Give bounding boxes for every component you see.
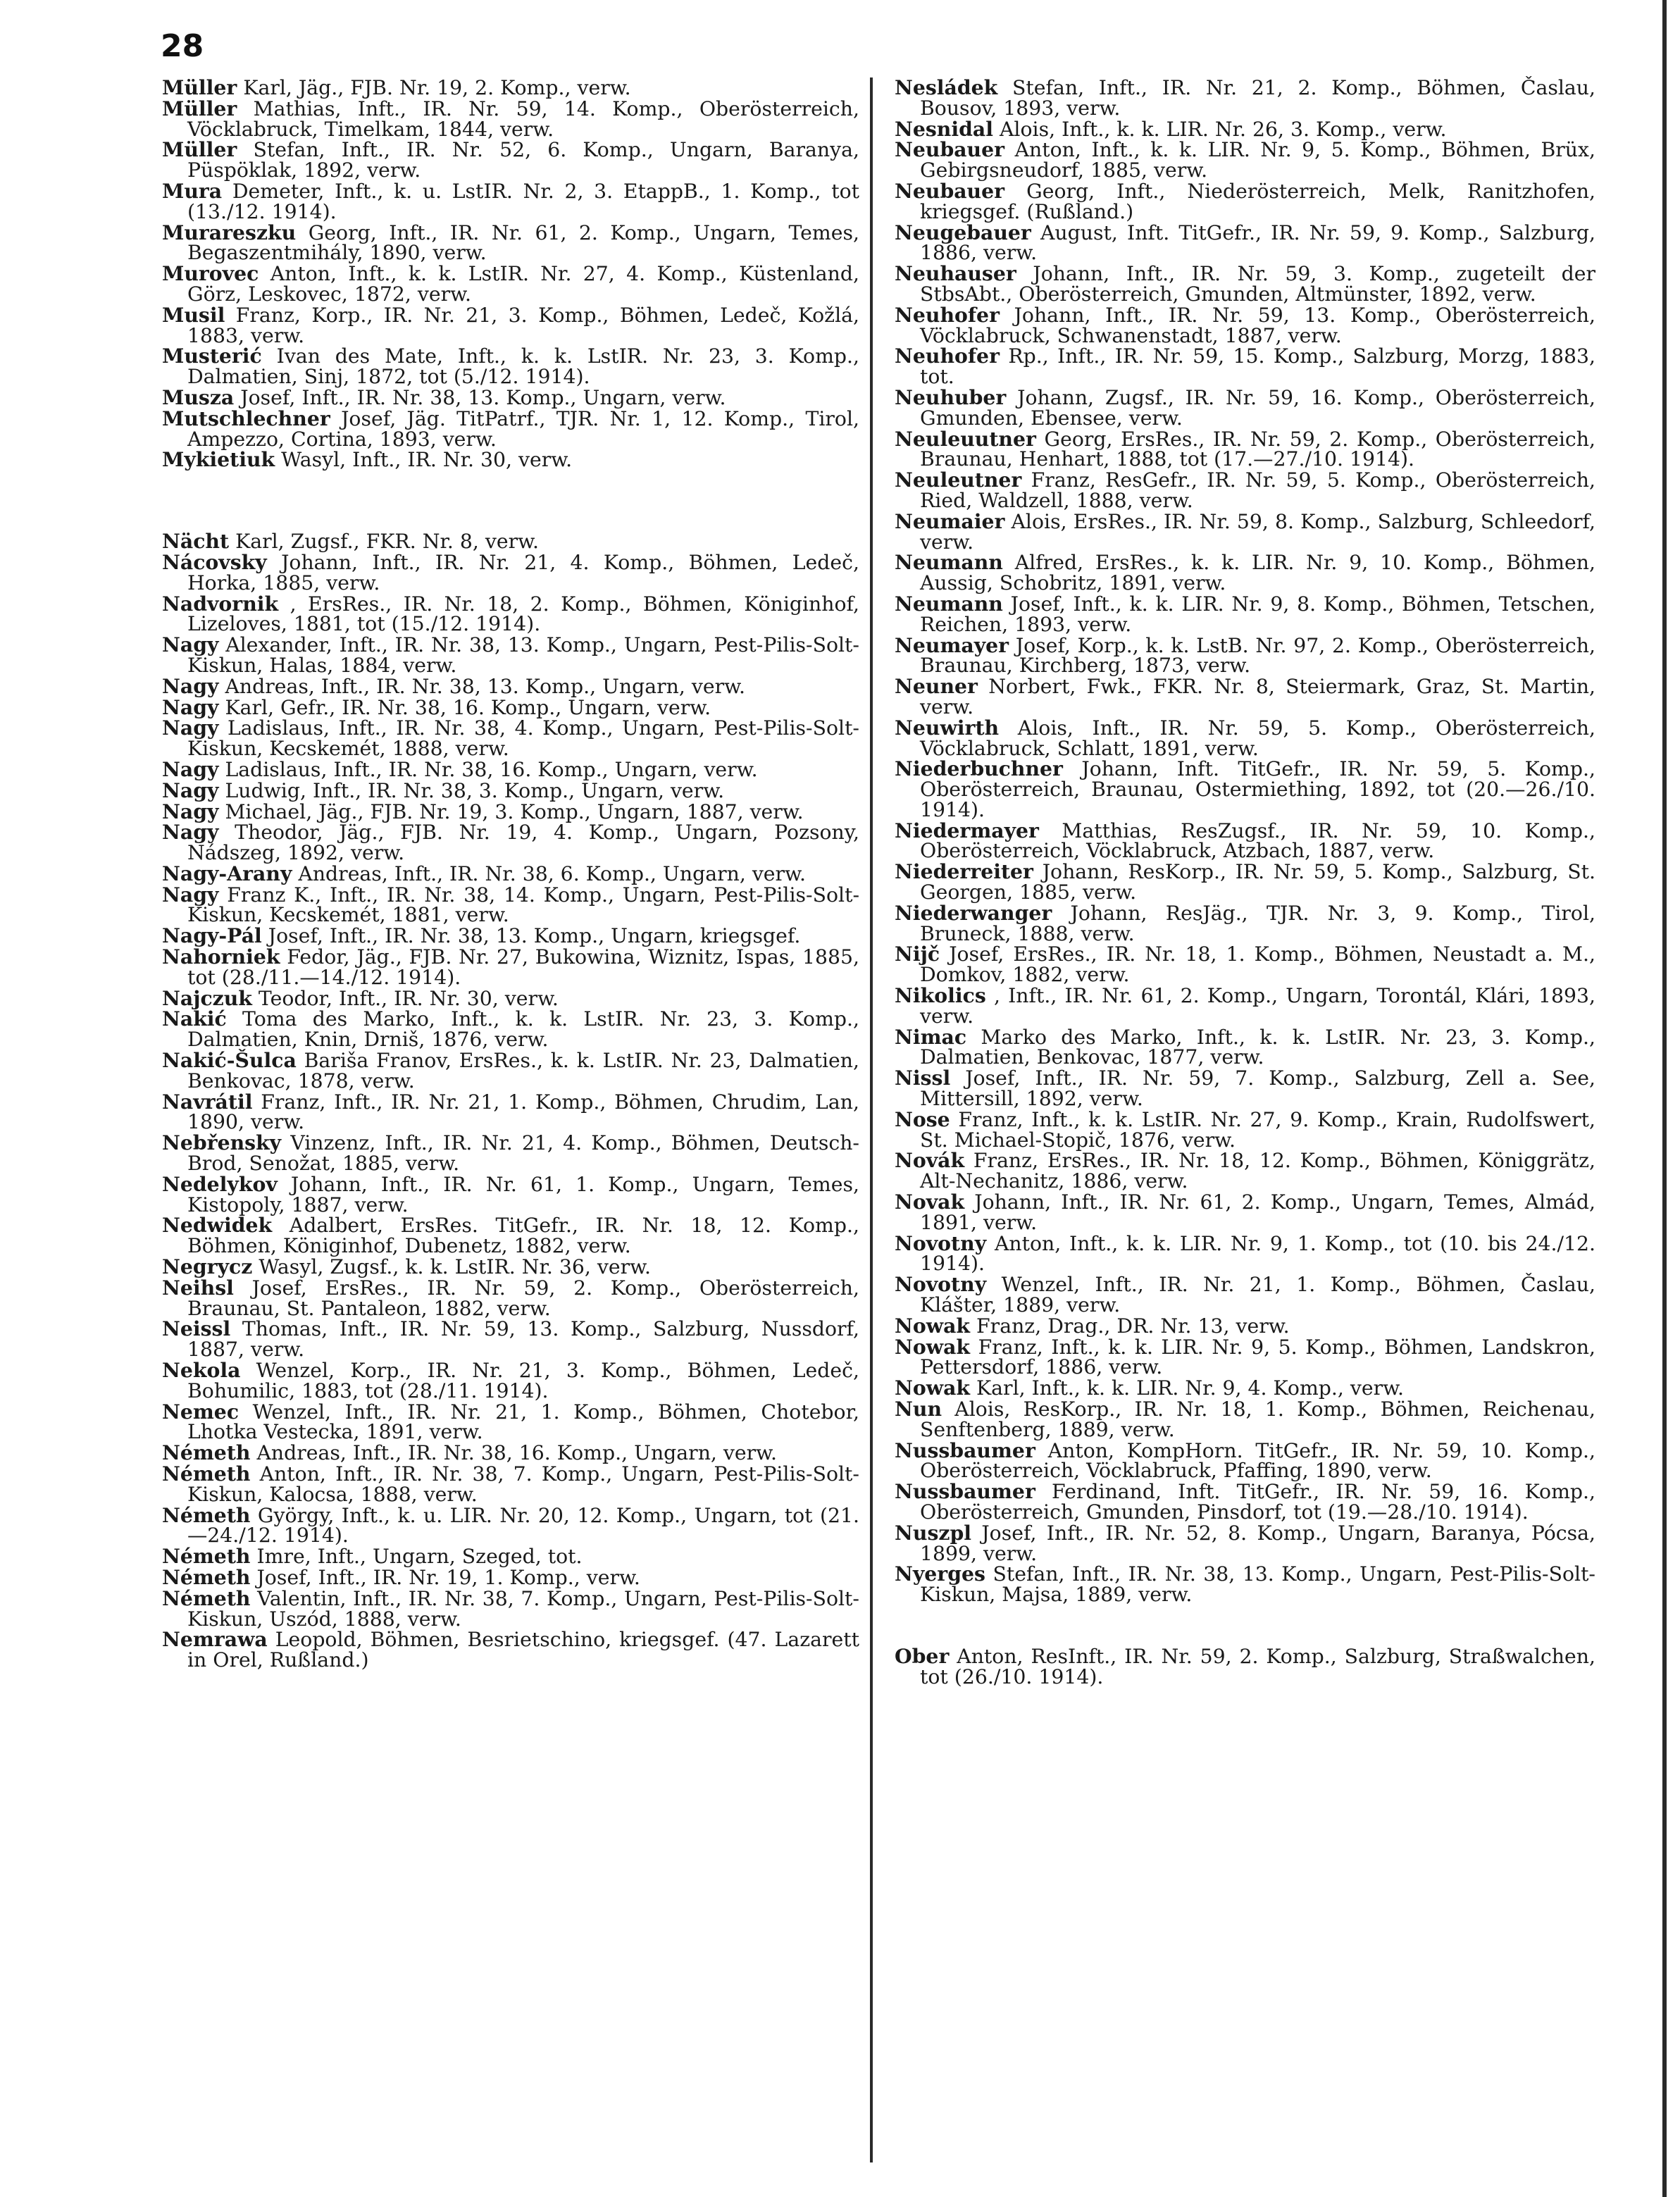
entry-details: August, Inft. TitGefr., IR. Nr. 59, 9. Komp., Salzburg, 1886, verw. — [920, 220, 1595, 265]
entry-details: Ladislaus, Inft., IR. Nr. 38, 4. Komp., Ungarn, Pest-Pilis-Solt-Kiskun, Kecskemét, 1888, verw. — [187, 716, 859, 761]
entry-surname: Nagy — [162, 799, 219, 823]
entry-details: Karl, Gefr., IR. Nr. 38, 16. Komp., Ungarn, verw. — [225, 695, 711, 719]
entry-details: Johann, ResJäg., TJR. Nr. 3, 9. Komp., Tirol, Bruneck, 1888, verw. — [920, 901, 1595, 945]
register-entry — [895, 470, 1595, 511]
entry-details: Wasyl, Inft., IR. Nr. 30, verw. — [281, 448, 573, 472]
register-entry — [895, 1564, 1595, 1605]
entry-surname: Najczuk — [162, 985, 252, 1010]
entry-details: Alois, ResKorp., IR. Nr. 18, 1. Komp., Böhmen, Reichenau, Senftenberg, 1889, verw. — [920, 1398, 1595, 1441]
register-entry — [162, 139, 859, 181]
register-entry — [162, 1009, 859, 1050]
entry-surname: Neumann — [895, 591, 1003, 616]
register-entry — [162, 387, 859, 409]
entry-surname: Niederreiter — [895, 859, 1033, 884]
entry-details: Toma des Marko, Inft., k. k. LstIR. Nr. 23, 3. Komp., Dalmatien, Knin, Drniš, 1876, verw. — [187, 1007, 860, 1052]
entry-surname: Neuhofer — [895, 302, 1000, 327]
entry-details: Anton, ResInft., IR. Nr. 59, 2. Komp., Salzburg, Straßwalchen, tot (26./10. 1914). — [920, 1644, 1595, 1688]
register-entry — [162, 302, 859, 347]
register-entry — [895, 1313, 1595, 1338]
register-entry — [895, 1378, 1595, 1399]
entry-details: Johann, Inft., IR. Nr. 21, 4. Komp., Böhmen, Ledeč, Horka, 1885, verw. — [187, 550, 859, 595]
register-entry — [895, 1024, 1595, 1069]
entry-details: Valentin, Inft., IR. Nr. 38, 7. Komp., Ungarn, Pest-Pilis-Solt-Kiskun, Uszód, 1888, verw. — [187, 1586, 859, 1631]
entry-surname: Novak — [895, 1190, 965, 1214]
entry-surname: Neuhauser — [895, 261, 1016, 286]
register-entry — [895, 178, 1595, 223]
entry-surname: Neuleutner — [895, 468, 1022, 492]
entry-details: Alexander, Inft., IR. Nr. 38, 13. Komp., Ungarn, Pest-Pilis-Solt-Kiskun, Halas, 1884, verw. — [187, 633, 859, 677]
entry-surname: Nebřensky — [162, 1131, 282, 1155]
entry-details: Vinzenz, Inft., IR. Nr. 21, 4. Komp., Böhmen, Deutsch-Brod, Senožat, 1885, verw. — [187, 1131, 859, 1176]
section-gap — [162, 471, 859, 531]
entry-details: Johann, Inft., IR. Nr. 59, 13. Komp., Oberösterreich, Vöcklabruck, Schwanenstadt, 1887, verw. — [920, 303, 1595, 347]
entry-surname: Novák — [895, 1148, 965, 1173]
register-entry — [895, 1520, 1595, 1565]
page-number: 28 — [161, 28, 204, 64]
entry-details: Rp., Inft., IR. Nr. 59, 15. Komp., Salzburg, Morzg, 1883, tot. — [920, 344, 1596, 389]
entry-details: Josef, Inft., k. k. LIR. Nr. 9, 8. Komp., Böhmen, Tetschen, Reichen, 1893, verw. — [920, 592, 1595, 636]
register-entry — [162, 1319, 859, 1360]
register-entry — [162, 1502, 859, 1548]
entry-surname: Niedermayer — [895, 818, 1039, 842]
entry-surname: Németh — [162, 1462, 251, 1486]
register-entry — [895, 861, 1595, 903]
entry-surname: Musterić — [162, 344, 262, 368]
entry-surname: Németh — [162, 1564, 251, 1589]
entry-details: Wasyl, Zugsf., k. k. LstIR. Nr. 36, verw. — [259, 1255, 652, 1279]
register-entry — [162, 1050, 859, 1092]
register-entry — [895, 552, 1595, 594]
entry-surname: Navrátil — [162, 1089, 253, 1114]
register-entry — [162, 220, 859, 265]
register-entry — [162, 1275, 860, 1320]
entry-surname: Nowak — [895, 1334, 971, 1359]
entry-details: , ErsRes., IR. Nr. 18, 2. Komp., Böhmen, Königinhof, Lizeloves, 1881, tot (15./12. 1914). — [187, 592, 859, 636]
entry-surname: Musza — [162, 385, 235, 409]
entry-surname: Nemrawa — [162, 1627, 268, 1652]
entry-details: Josef, Inft., IR. Nr. 52, 8. Komp., Ungarn, Baranya, Pócsa, 1899, verw. — [920, 1521, 1595, 1565]
entry-details: Wenzel, Inft., IR. Nr. 21, 1. Komp., Böhmen, Časlau, Klášter, 1889, verw. — [920, 1273, 1595, 1317]
entry-details: Josef, ErsRes., IR. Nr. 18, 1. Komp., Böhmen, Neustadt a. M., Domkov, 1882, verw. — [920, 942, 1596, 987]
register-entry — [162, 822, 859, 864]
entry-surname: Nuszpl — [895, 1520, 971, 1545]
entry-details: Karl, Inft., k. k. LIR. Nr. 9, 4. Komp., verw. — [976, 1376, 1405, 1400]
entry-details: Theodor, Jäg., FJB. Nr. 19, 4. Komp., Ungarn, Pozsony, Nádszeg, 1892, verw. — [187, 821, 859, 865]
entry-details: Josef, ErsRes., IR. Nr. 59, 2. Komp., Oberösterreich, Braunau, St. Pantaleon, 1882, verw. — [187, 1276, 860, 1320]
entry-details: Johann, Inft. TitGefr., IR. Nr. 59, 5. Komp., Oberösterreich, Braunau, Ostermiething, 1892, tot (20.—26./10. 1914). — [920, 757, 1595, 821]
entry-surname: Nissl — [895, 1066, 951, 1090]
entry-details: Alois, Inft., IR. Nr. 59, 5. Komp., Oberösterreich, Vöcklabruck, Schlatt, 1891, verw. — [920, 716, 1596, 760]
entry-details: Leopold, Böhmen, Besrietschino, kriegsgef. (47. Lazarett in Orel, Rußland.) — [187, 1628, 859, 1672]
register-entry — [895, 116, 1595, 141]
entry-surname: Müller — [162, 96, 237, 120]
page-edge-rule — [1662, 0, 1667, 2197]
entry-surname: Neihsl — [162, 1275, 234, 1300]
entry-details: Franz, Inft., k. k. LstIR. Nr. 27, 9. Komp., Krain, Rudolfswert, St. Michael-Stopič, 1876, verw. — [920, 1107, 1595, 1152]
register-entry — [162, 1464, 859, 1505]
register-entry — [162, 263, 859, 305]
register-entry — [162, 77, 859, 99]
entry-details: Thomas, Inft., IR. Nr. 59, 13. Komp., Salzburg, Nussdorf, 1887, verw. — [187, 1317, 860, 1362]
entry-details: Georg, Inft., IR. Nr. 61, 2. Komp., Ungarn, Temes, Begaszentmihály, 1890, verw. — [187, 220, 859, 265]
register-entry — [162, 1629, 859, 1671]
entry-details: Alfred, ErsRes., k. k. LIR. Nr. 9, 10. Komp., Böhmen, Aussig, Schobritz, 1891, verw. — [920, 551, 1595, 595]
entry-surname: Neumayer — [895, 633, 1009, 657]
entry-surname: Neuhuber — [895, 385, 1007, 409]
entry-details: Johann, Inft., IR. Nr. 61, 1. Komp., Ungarn, Temes, Kistopoly, 1887, verw. — [187, 1172, 860, 1216]
entry-surname: Nagy — [162, 778, 219, 802]
entry-details: Stefan, Inft., IR. Nr. 38, 13. Komp., Ungarn, Pest-Pilis-Solt-Kiskun, Majsa, 1889, verw. — [920, 1562, 1595, 1607]
entry-surname: Nekola — [162, 1358, 241, 1383]
entry-details: Karl, Zugsf., FKR. Nr. 8, verw. — [235, 530, 539, 554]
entry-surname: Nadvornik — [162, 591, 279, 616]
entry-surname: Németh — [162, 1440, 251, 1465]
entry-surname: Neugebauer — [895, 220, 1031, 244]
entry-surname: Nedwidek — [162, 1213, 273, 1238]
register-entry — [895, 302, 1595, 347]
entry-details: Franz, Inft., IR. Nr. 21, 1. Komp., Böhmen, Chrudim, Lan, 1890, verw. — [187, 1090, 859, 1134]
entry-details: Andreas, Inft., IR. Nr. 38, 6. Komp., Ungarn, verw. — [298, 861, 806, 885]
entry-details: Josef, Inft., IR. Nr. 59, 7. Komp., Salzburg, Zell a. See, Mittersill, 1892, verw. — [920, 1066, 1595, 1111]
entry-surname: Neumann — [895, 550, 1003, 575]
register-entry — [162, 1171, 860, 1216]
entry-details: Alois, ErsRes., IR. Nr. 59, 8. Komp., Salzburg, Schleedorf, verw. — [920, 509, 1595, 554]
right-column — [895, 77, 1595, 1688]
entry-details: Bariša Franov, ErsRes., k. k. LstIR. Nr. 23, Dalmatien, Benkovac, 1878, verw. — [187, 1049, 859, 1093]
entry-details: Stefan, Inft., IR. Nr. 21, 2. Komp., Böhmen, Časlau, Bousov, 1893, verw. — [920, 76, 1596, 120]
register-entry — [162, 1257, 859, 1278]
register-entry — [895, 1643, 1595, 1688]
entry-surname: Nagy — [162, 757, 219, 781]
entry-details: Wenzel, Korp., IR. Nr. 21, 3. Komp., Böhmen, Ledeč, Bohumilic, 1883, tot (28./11. 1914). — [187, 1359, 859, 1402]
entry-details: Anton, Inft., k. k. LIR. Nr. 9, 5. Komp., Böhmen, Brüx, Gebirgsneudorf, 1885, verw. — [920, 138, 1595, 182]
entry-details: Ludwig, Inft., IR. Nr. 38, 3. Komp., Ungarn, verw. — [225, 778, 725, 802]
register-entry — [162, 346, 859, 387]
register-entry — [162, 1588, 859, 1630]
entry-details: Fedor, Jäg., FJB. Nr. 27, Bukowina, Wiznitz, Ispas, 1885, tot (28./11.—14./12. 1914). — [187, 945, 859, 989]
entry-details: Ferdinand, Inft. TitGefr., IR. Nr. 59, 16. Komp., Oberösterreich, Gmunden, Pinsdorf, tot (19.—28./10. 1914). — [920, 1480, 1596, 1524]
entry-details: Anton, Inft., k. k. LIR. Nr. 9, 1. Komp., tot (10. bis 24./12. 1914). — [920, 1231, 1596, 1276]
register-entry — [162, 882, 859, 927]
entry-surname: Neubauer — [895, 137, 1005, 162]
register-entry — [162, 799, 859, 823]
register-entry — [895, 1233, 1595, 1275]
entry-surname: Neubauer — [895, 178, 1005, 203]
entry-details: Franz, Inft., k. k. LIR. Nr. 9, 5. Komp., Böhmen, Landskron, Pettersdorf, 1886, verw. — [920, 1335, 1595, 1379]
register-entry — [162, 923, 859, 948]
entry-surname: Nimac — [895, 1024, 967, 1049]
register-entry — [895, 900, 1595, 945]
register-entry — [162, 1546, 859, 1567]
entry-surname: Neuner — [895, 674, 978, 699]
register-entry — [162, 1133, 859, 1174]
entry-surname: Niederbuchner — [895, 757, 1063, 781]
entry-surname: Nijč — [895, 942, 940, 966]
entry-details: Franz, Drag., DR. Nr. 13, verw. — [976, 1314, 1290, 1338]
register-entry — [895, 1109, 1595, 1151]
entry-surname: Nagy — [162, 633, 219, 657]
entry-details: Wenzel, Inft., IR. Nr. 21, 1. Komp., Böhmen, Chotebor, Lhotka Vestecka, 1891, verw. — [187, 1400, 859, 1444]
register-entry — [895, 426, 1595, 471]
entry-details: Imre, Inft., Ungarn, Szeged, tot. — [256, 1545, 583, 1569]
entry-surname: Nyerges — [895, 1562, 985, 1586]
entry-surname: Nagy — [162, 820, 219, 845]
register-entry — [162, 531, 859, 552]
section-gap — [895, 1605, 1595, 1646]
entry-details: Anton, Inft., IR. Nr. 38, 7. Komp., Ungarn, Pest-Pilis-Solt-Kiskun, Kalocsa, 1888, verw. — [187, 1462, 859, 1506]
entry-surname: Nagy-Arany — [162, 861, 292, 885]
register-entry — [162, 1440, 859, 1465]
entry-surname: Nakić — [162, 1007, 227, 1031]
entry-surname: Ober — [895, 1643, 950, 1668]
entry-details: Franz K., Inft., IR. Nr. 38, 14. Komp., Ungarn, Pest-Pilis-Solt-Kiskun, Kecskemét, 1881, verw. — [187, 883, 859, 927]
register-entry — [162, 1564, 859, 1589]
entry-details: Josef, Jäg. TitPatrf., TJR. Nr. 1, 12. Komp., Tirol, Ampezzo, Cortina, 1893, verw. — [187, 406, 859, 451]
entry-surname: Nagy — [162, 673, 219, 698]
register-entry — [162, 406, 859, 451]
entry-surname: Nesládek — [895, 75, 998, 99]
entry-surname: Nedelykov — [162, 1171, 278, 1196]
entry-surname: Nagy — [162, 695, 219, 719]
entry-details: György, Inft., k. u. LIR. Nr. 20, 12. Komp., Ungarn, tot (21.—24./12. 1914). — [187, 1503, 859, 1548]
entry-details: Johann, Zugsf., IR. Nr. 59, 16. Komp., Oberösterreich, Gmunden, Ebensee, verw. — [920, 385, 1595, 430]
entry-details: Johann, Inft., IR. Nr. 61, 2. Komp., Ungarn, Temes, Almád, 1891, verw. — [920, 1190, 1595, 1234]
register-entry — [895, 715, 1596, 760]
entry-details: Marko des Marko, Inft., k. k. LstIR. Nr. 23, 3. Komp., Dalmatien, Benkovac, 1877, verw. — [920, 1025, 1595, 1069]
entry-surname: Murareszku — [162, 220, 297, 244]
left-column — [162, 77, 859, 1671]
entry-surname: Nussbaumer — [895, 1438, 1035, 1462]
entry-surname: Németh — [162, 1544, 251, 1569]
register-entry — [162, 449, 859, 471]
entry-surname: Nun — [895, 1397, 942, 1421]
entry-details: Franz, ResGefr., IR. Nr. 59, 5. Komp., Oberösterreich, Ried, Waldzell, 1888, verw. — [920, 468, 1596, 512]
entry-details: Josef, Inft., IR. Nr. 38, 13. Komp., Ungarn, verw. — [240, 385, 726, 409]
entry-details: Franz, Korp., IR. Nr. 21, 3. Komp., Böhmen, Ledeč, Kožlá, 1883, verw. — [187, 303, 859, 347]
entry-surname: Nesnidal — [895, 116, 993, 141]
entry-surname: Nagy-Pál — [162, 923, 262, 948]
register-entry — [895, 77, 1595, 119]
entry-surname: Nowak — [895, 1376, 971, 1400]
entry-details: Georg, ErsRes., IR. Nr. 59, 2. Komp., Oberösterreich, Braunau, Henhart, 1888, tot (17.—27./10. 1914). — [920, 427, 1595, 471]
register-entry — [895, 591, 1595, 636]
entry-details: Andreas, Inft., IR. Nr. 38, 13. Komp., Ungarn, verw. — [225, 674, 745, 698]
register-entry — [895, 1274, 1595, 1316]
register-entry — [895, 1334, 1595, 1379]
entry-surname: Musil — [162, 302, 225, 327]
register-entry — [162, 947, 859, 988]
entry-details: Anton, KompHorn. TitGefr., IR. Nr. 59, 10. Komp., Oberösterreich, Vöcklabruck, Pfaffing, 1890, verw. — [920, 1438, 1595, 1483]
entry-surname: Nose — [895, 1107, 950, 1131]
register-entry — [895, 387, 1595, 429]
entry-details: Norbert, Fwk., FKR. Nr. 8, Steiermark, Graz, St. Martin, verw. — [920, 675, 1595, 718]
entry-details: Andreas, Inft., IR. Nr. 38, 16. Komp., Ungarn, verw. — [256, 1441, 778, 1465]
register-entry — [162, 1089, 859, 1134]
register-entry — [162, 780, 859, 802]
entry-details: Franz, ErsRes., IR. Nr. 18, 12. Komp., Böhmen, Königgrätz, Alt-Nechanitz, 1886, verw. — [920, 1149, 1595, 1193]
entry-surname: Nácovsky — [162, 549, 267, 574]
entry-surname: Nowak — [895, 1313, 971, 1338]
register-entry — [162, 697, 859, 718]
register-entry — [895, 263, 1595, 305]
entry-surname: Müller — [162, 137, 237, 162]
entry-surname: Mura — [162, 178, 223, 203]
entry-surname: Nagy — [162, 716, 219, 740]
register-entry — [162, 591, 859, 636]
entry-details: Stefan, Inft., IR. Nr. 52, 6. Komp., Ungarn, Baranya, Püspöklak, 1892, verw. — [187, 138, 860, 182]
register-entry — [895, 346, 1595, 387]
entry-details: Ladislaus, Inft., IR. Nr. 38, 16. Komp., Ungarn, verw. — [225, 757, 758, 781]
register-entry — [895, 1399, 1595, 1440]
register-entry — [162, 635, 859, 676]
register-entry — [162, 673, 859, 698]
entry-surname: Novotny — [895, 1272, 987, 1297]
register-entry — [895, 1068, 1595, 1109]
entry-details: Adalbert, ErsRes. TitGefr., IR. Nr. 18, 12. Komp., Böhmen, Königinhof, Dubenetz, 1882, verw. — [187, 1214, 859, 1258]
entry-details: Mathias, Inft., IR. Nr. 59, 14. Komp., Oberösterreich, Vöcklabruck, Timelkam, 1844, verw. — [187, 97, 860, 141]
entry-surname: Novotny — [895, 1231, 987, 1255]
entry-details: , Inft., IR. Nr. 61, 2. Komp., Ungarn, Torontál, Klári, 1893, verw. — [920, 984, 1595, 1028]
register-entry — [895, 759, 1595, 820]
register-entry — [895, 1440, 1595, 1482]
register-entry — [162, 1399, 859, 1444]
register-entry — [162, 759, 859, 780]
entry-surname: Murovec — [162, 261, 259, 286]
entry-surname: Neuhofer — [895, 344, 1000, 368]
entry-details: Anton, Inft., k. k. LstIR. Nr. 27, 4. Komp., Küstenland, Görz, Leskovec, 1872, verw. — [187, 262, 859, 306]
entry-surname: Nahorniek — [162, 945, 280, 969]
entry-surname: Mutschlechner — [162, 406, 330, 430]
register-entry — [895, 818, 1595, 863]
register-entry — [895, 1481, 1595, 1523]
entry-surname: Németh — [162, 1586, 251, 1610]
entry-surname: Nikolics — [895, 983, 986, 1008]
entry-details: Ivan des Mate, Inft., k. k. LstIR. Nr. 23, 3. Komp., Dalmatien, Sinj, 1872, tot (5./12. 1914). — [187, 344, 859, 389]
entry-surname: Neuwirth — [895, 715, 1000, 740]
entry-surname: Nächt — [162, 529, 230, 554]
entry-details: Michael, Jäg., FJB. Nr. 19, 3. Komp., Ungarn, 1887, verw. — [225, 799, 804, 823]
entry-surname: Németh — [162, 1502, 251, 1527]
entry-surname: Mykietiuk — [162, 447, 275, 472]
entry-details: Johann, Inft., IR. Nr. 59, 3. Komp., zugeteilt der StbsAbt., Oberösterreich, Gmunden, Altmünster, 1892, verw. — [920, 262, 1595, 306]
register-entry — [162, 96, 860, 141]
column-divider — [870, 77, 873, 2162]
register-entry — [162, 718, 859, 759]
entry-surname: Negrycz — [162, 1255, 253, 1279]
register-entry — [895, 944, 1595, 985]
entry-details: Josef, Inft., IR. Nr. 38, 13. Komp., Ungarn, kriegsgef. — [268, 924, 801, 948]
entry-details: Johann, ResKorp., IR. Nr. 59, 5. Komp., Salzburg, St. Georgen, 1885, verw. — [920, 860, 1595, 904]
entry-details: Georg, Inft., Niederösterreich, Melk, Ranitzhofen, kriegsgef. (Rußland.) — [920, 179, 1595, 223]
entry-details: Demeter, Inft., k. u. LstIR. Nr. 2, 3. EtappB., 1. Komp., tot (13./12. 1914). — [187, 179, 859, 223]
entry-details: Karl, Jäg., FJB. Nr. 19, 2. Komp., verw. — [243, 76, 631, 99]
register-entry — [162, 985, 859, 1010]
entry-details: Alois, Inft., k. k. LIR. Nr. 26, 3. Komp., verw. — [1000, 117, 1447, 141]
entry-surname: Nagy — [162, 882, 219, 907]
register-entry — [895, 511, 1595, 553]
entry-surname: Niederwanger — [895, 900, 1052, 925]
register-entry — [162, 1215, 859, 1257]
register-entry — [162, 1360, 859, 1402]
entry-surname: Neuleuutner — [895, 426, 1036, 451]
register-entry — [895, 1192, 1595, 1233]
register-entry — [162, 549, 859, 595]
entry-details: Matthias, ResZugsf., IR. Nr. 59, 10. Komp., Oberösterreich, Vöcklabruck, Atzbach, 1887, verw. — [920, 819, 1595, 863]
entry-details: Josef, Inft., IR. Nr. 19, 1. Komp., verw. — [256, 1565, 640, 1589]
entry-details: Josef, Korp., k. k. LstB. Nr. 97, 2. Komp., Oberösterreich, Braunau, Kirchberg, 1873, verw. — [920, 633, 1595, 678]
register-entry — [895, 635, 1595, 677]
entry-surname: Nakić-Šulca — [162, 1048, 297, 1073]
register-entry — [895, 139, 1595, 181]
register-entry — [895, 676, 1595, 718]
register-entry — [162, 861, 859, 885]
register-entry — [895, 220, 1595, 265]
entry-surname: Nussbaumer — [895, 1479, 1035, 1504]
entry-surname: Neissl — [162, 1317, 231, 1341]
register-entry — [895, 985, 1595, 1027]
entry-surname: Neumaier — [895, 509, 1005, 533]
entry-surname: Nemec — [162, 1399, 239, 1424]
register-entry — [895, 1150, 1595, 1192]
register-entry — [162, 178, 859, 223]
entry-details: Teodor, Inft., IR. Nr. 30, verw. — [258, 986, 559, 1010]
entry-surname: Müller — [162, 75, 237, 99]
